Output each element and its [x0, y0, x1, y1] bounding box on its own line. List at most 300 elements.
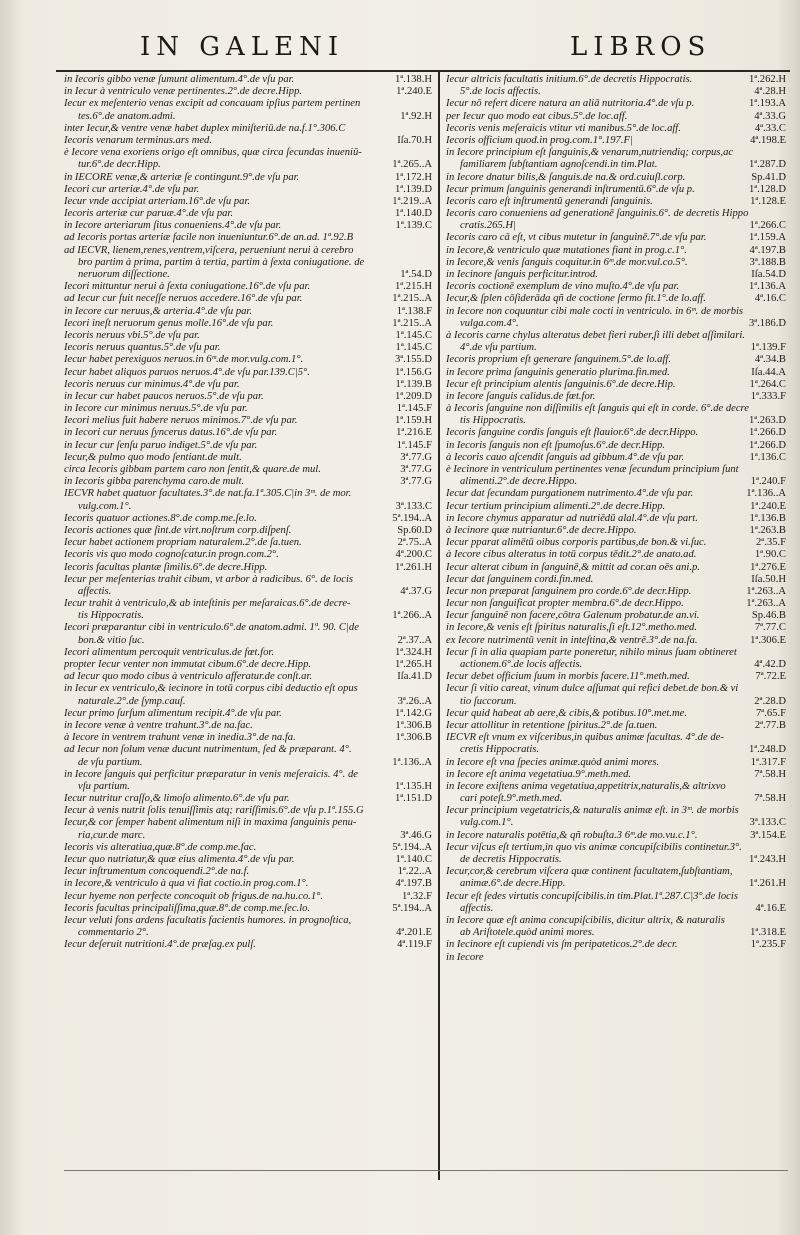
entry-reference: 1ª.145.F — [396, 439, 432, 451]
entry-reference: Iſa.41.D — [397, 671, 432, 683]
entry-reference: 1ª.140.C — [395, 854, 432, 865]
entry-text: in Iecore,& ventriculo à qua vi fiat coctio.in prog.com.1°. — [64, 878, 309, 890]
entry-text: Iecur trahit à ventriculo,& ab inteſtinis per meſaraicas.6°.de decre- — [64, 598, 351, 610]
entry-reference: 2ª.77.B — [754, 719, 786, 731]
entry-reference: 4ª.42.D — [754, 659, 786, 670]
entry-reference: 5ª.194..A — [392, 902, 432, 914]
index-entry — [64, 184, 434, 196]
index-entry — [64, 842, 434, 854]
index-entry — [64, 391, 434, 403]
entry-reference: 3ª.26..A — [397, 695, 432, 707]
index-entry — [64, 830, 434, 842]
index-entry — [64, 732, 434, 744]
index-entry — [446, 184, 788, 196]
entry-reference: 3ª.155.D — [394, 354, 432, 366]
index-entry — [446, 147, 788, 159]
index-entry — [446, 696, 788, 708]
entry-text: Iecoris venarum terminus.ars med. — [64, 134, 212, 146]
entry-text: Iecur nō refert dicere natura an aliā nutritoria.4°.de vſu p. — [446, 98, 695, 110]
entry-text: Iecur nutritur craſſo,& limoſo alimento.6°.de vſu par. — [64, 793, 290, 805]
index-entry — [446, 757, 788, 769]
entry-reference: 1ª.215..A — [392, 317, 432, 329]
index-entry — [446, 830, 788, 842]
index-entry — [446, 574, 788, 586]
index-entry — [64, 269, 434, 281]
entry-text: in Iecore,& venis ſanguis coquitur.in 6ᵐ.de mor.vul.co.5°. — [446, 256, 688, 268]
entry-reference: 7ª.72.E — [755, 671, 786, 683]
entry-text: Iecur inſtrumentum concoquendi.2°.de na.f. — [64, 866, 250, 878]
entry-reference: 2ª.28.D — [754, 695, 786, 707]
entry-reference: 1ª.265.H — [394, 659, 432, 670]
index-entry — [64, 501, 434, 513]
entry-reference: 1ª.240.E — [396, 86, 432, 98]
header-left-title: IN GALENI — [140, 32, 345, 62]
entry-text: vulga.com.4°. — [460, 317, 519, 329]
index-entry — [64, 293, 434, 305]
entry-text: ad Iecur cur fuit neceſſe neruos accedere.16°.de vſu par. — [64, 293, 303, 305]
index-entry — [446, 306, 788, 318]
entry-text: in Iecori cur neruus ſyncerus datus.16°.de vſu par. — [64, 427, 278, 439]
entry-text: Iecur attollitur in retentione ſpiritus.2°.de ſa.tuen. — [446, 719, 658, 731]
entry-text: in Iecore cur neruus,& arteria.4°.de vſu par. — [64, 305, 253, 317]
entry-text: bon.& vitio ſuc. — [78, 634, 145, 646]
entry-text: Iecoris arteriæ cur paruæ.4°.de vſu par. — [64, 208, 234, 220]
entry-text: in Iecore non coquuntur cibi male cocti in ventriculo. in 6ᵐ. de morbis — [446, 305, 744, 317]
entry-text: per Iecur quo modo eat cibus.5°.de loc.aff. — [446, 110, 628, 122]
entry-text: Iecoris quatuor actiones.8°.de comp.me.ſe.lo. — [64, 512, 257, 524]
entry-text: in Iecore prima ſanguinis generatio plurima.fin.med. — [446, 366, 670, 378]
index-entry — [64, 488, 434, 500]
entry-reference: 2ª.35.F — [755, 537, 786, 549]
index-entry — [446, 196, 788, 208]
entry-text: Iecur viſcus eſt tertium,in quo vis animæ concupiſcibilis continetur.3°. — [446, 841, 742, 853]
index-entry — [446, 232, 788, 244]
index-entry — [446, 744, 788, 756]
index-entry — [446, 476, 788, 488]
index-entry — [446, 415, 788, 427]
index-entry — [446, 501, 788, 513]
entry-reference: 1ª.215.H — [394, 281, 432, 293]
entry-text: naturale.2°.de ſymp.cauſ. — [78, 695, 186, 707]
index-entry — [446, 866, 788, 878]
index-entry — [446, 98, 788, 110]
running-header — [60, 30, 790, 70]
index-entry — [64, 427, 434, 439]
entry-text: Iecori cur arteriæ.4°.de vſu par. — [64, 183, 200, 195]
entry-reference: 4ª.34.B — [754, 354, 786, 366]
entry-reference: 1ª.306.B — [395, 732, 432, 744]
index-entry — [446, 647, 788, 659]
entry-reference: 1ª.215..A — [392, 293, 432, 305]
entry-text: è Iecinore in ventriculum pertinentes venæ ſecundum principium ſunt — [446, 464, 739, 475]
index-entry — [446, 342, 788, 354]
entry-text: ex Iecore nutrimentū venit in inteſtina,& ventrē.3°.de na.fa. — [446, 634, 698, 646]
entry-text: in Iecore venæ à ventre trahunt.3°.de na.fac. — [64, 719, 253, 731]
entry-text: Iecoris coctionē exemplum de vino muſto.4°.de vſu par. — [446, 281, 680, 293]
entry-reference: 1ª.318.E — [750, 927, 786, 939]
index-entry — [446, 817, 788, 829]
entry-text: Iecur eſt ſedes virtutis concupiſcibilis.in tim.Plat.1ª.287.C|3°.de locis — [446, 890, 738, 902]
index-entry — [446, 659, 788, 671]
entry-text: tur.6°.de decr.Hipp. — [78, 159, 161, 171]
entry-reference: 5ª.194..A — [392, 841, 432, 853]
index-entry — [446, 245, 788, 257]
entry-reference: 7ª.77.C — [754, 622, 786, 634]
entry-text: de decretis Hippocratis. — [460, 854, 562, 865]
index-entry — [64, 208, 434, 220]
entry-reference: 1ª.263..A — [746, 585, 786, 597]
entry-reference: 1ª.145.C — [395, 342, 432, 354]
entry-text: in Iecoris gibbo venæ ſumunt alimentum.4°.de vſu par. — [64, 74, 295, 85]
entry-text: Iecur quo nutriatur,& quæ eius alimenta.4°.de vſu par. — [64, 854, 295, 865]
index-entry — [64, 878, 434, 890]
entry-reference: 1ª.219..A — [392, 195, 432, 207]
entry-text: Iecur ſanguinē non facere,cōtra Galenum probatur.de an.vi. — [446, 610, 700, 622]
entry-text: alimenti.2°.de decre.Hippo. — [460, 476, 578, 488]
index-entry — [446, 440, 788, 452]
entry-reference: 1ª.306.E — [750, 634, 786, 646]
entry-text: Iecur habet perexiguos neruos.in 6ᵐ.de mor.vulg.com.1°. — [64, 354, 304, 366]
entry-reference: 1ª.287.D — [748, 159, 786, 171]
index-entry — [446, 891, 788, 903]
entry-reference: 1ª.92.H — [400, 110, 432, 122]
entry-text: in Iecore eſt vna ſpecies animæ.quòd animi mores. — [446, 756, 660, 768]
index-entry — [446, 367, 788, 379]
entry-text: ab Ariſtotele.quòd animi mores. — [460, 927, 595, 939]
index-entry — [446, 878, 788, 890]
entry-reference: 4ª.119.F — [397, 939, 432, 951]
entry-reference: 1ª.243.H — [748, 854, 786, 865]
entry-reference: 1ª.142.G — [394, 707, 432, 719]
entry-reference: 1ª.261.H — [748, 878, 786, 890]
index-entry — [64, 708, 434, 720]
entry-reference: 1ª.159.H — [394, 415, 432, 427]
entry-reference: 3ª.46.G — [400, 829, 432, 841]
index-entry — [446, 111, 788, 123]
index-entry — [64, 440, 434, 452]
entry-text: in Iecinore ſanguis perficitur.introd. — [446, 269, 598, 280]
entry-text: ria,cur.de marc. — [78, 829, 146, 841]
index-entry — [446, 354, 788, 366]
entry-text: familiarem ſubſtantiam agnoſcendi.in tim.Plat. — [460, 159, 658, 171]
entry-reference: 1ª.139.F — [750, 342, 786, 354]
index-entry — [446, 427, 788, 439]
entry-reference: 1ª.266.D — [748, 427, 786, 439]
entry-text: 4°.de vſu partium. — [460, 342, 537, 354]
entry-reference: 1ª.136..A — [392, 756, 432, 768]
right-index-column — [446, 74, 788, 964]
index-entry — [64, 622, 434, 634]
entry-text: tes.6°.de anatom.admi. — [78, 110, 176, 122]
bottom-rule — [64, 1170, 788, 1171]
entry-text: affectis. — [460, 902, 494, 914]
entry-reference: 4ª.33.G — [754, 110, 786, 122]
index-entry — [64, 854, 434, 866]
entry-reference: 1ª.22..A — [397, 866, 432, 878]
index-entry — [64, 549, 434, 561]
index-entry — [64, 659, 434, 671]
entry-text: in Iecore quæ eſt anima concupiſcibilis, dicitur altrix, & naturalis — [446, 914, 725, 926]
entry-text: Iecur deſeruit nutritioni.4°.de præſag.ex pulſ. — [64, 939, 256, 951]
entry-reference: 1ª.135.H — [394, 780, 432, 792]
entry-reference: 2ª.75..A — [397, 537, 432, 549]
index-entry — [64, 817, 434, 829]
index-entry — [64, 793, 434, 805]
entry-text: Iecori præparantur cibi in ventriculo.6°.de anatom.admi. 1ª. 90. C|de — [64, 622, 359, 634]
entry-text: in Iecur à ventriculo venæ pertinentes.2°.de decre.Hipp. — [64, 86, 303, 98]
entry-reference: 1ª.263..A — [746, 598, 786, 610]
entry-reference: Sp.46.B — [751, 610, 786, 622]
index-entry — [64, 671, 434, 683]
index-entry — [64, 927, 434, 939]
entry-text: cari poteſt.9°.meth.med. — [460, 793, 563, 805]
index-entry — [64, 196, 434, 208]
header-right-title: LIBROS — [570, 32, 712, 62]
index-entry — [64, 610, 434, 622]
entry-text: in Iecore — [446, 951, 484, 963]
entry-reference: Iſa.44.A — [751, 366, 786, 378]
entry-text: à Iecore cibus alteratus in totū corpus tēdit.2°.de anato.ad. — [446, 549, 697, 561]
entry-text: Iecur dat ſecundam purgationem nutrimento.4°.de vſu par. — [446, 488, 694, 500]
index-entry — [446, 269, 788, 281]
entry-text: in Iecoris ſanguis non eſt ſpumoſus.6°.de decr.Hipp. — [446, 439, 666, 451]
entry-text: Iecur,& cor ſemper habent alimentum niſi in maxima ſanguinis penu- — [64, 817, 357, 829]
entry-text: Iecoris venis meſeraicis vtitur vti manibus.5°.de loc.aff. — [446, 122, 681, 134]
entry-text: Iecori melius fuit habere neruos minimos.7°.de vſu par. — [64, 415, 298, 427]
entry-reference: 1ª.263.B — [749, 524, 786, 536]
entry-text: Iecur non præparat ſanguinem pro corde.6°.de decr.Hipp. — [446, 585, 692, 597]
entry-text: Iecur alterat cibum in ſanguinē,& mittit ad cor.an oēs ani.p. — [446, 561, 700, 573]
index-entry — [446, 208, 788, 220]
index-entry — [446, 842, 788, 854]
entry-reference: 1ª.128.E — [750, 195, 786, 207]
index-entry — [64, 696, 434, 708]
entry-text: Iecur,cor,& cerebrum viſcera quæ continent facultatem,ſubſtantiam, — [446, 866, 733, 878]
entry-reference: 4ª.37.G — [400, 585, 432, 597]
index-entry — [446, 854, 788, 866]
index-entry — [446, 452, 788, 464]
entry-reference: 1ª.145.F — [396, 403, 432, 415]
index-entry — [64, 379, 434, 391]
entry-text: Iecoris vis alteratiua,quæ.8°.de comp.me.fac. — [64, 841, 257, 853]
index-entry — [446, 86, 788, 98]
entry-text: Iecur principium vegetatricis,& naturalis animæ eſt. in 3ᵐ. de morbis — [446, 805, 739, 817]
index-entry — [64, 744, 434, 756]
entry-text: à Iecoris carne chylus alteratus debet fieri ruber,ſi illi debet aſſimilari. — [446, 329, 745, 341]
entry-text: à Iecinore quæ nutriantur.6°.de decre.Hippo. — [446, 524, 637, 536]
entry-reference: 1ª.136.B — [749, 512, 786, 524]
index-entry — [446, 488, 788, 500]
entry-reference: 3ª.186.D — [748, 317, 786, 329]
entry-text: Iecoris ſanguine cordis ſanguis eſt flauior.6°.de decr.Hippo. — [446, 427, 699, 439]
entry-reference: 4ª.200.C — [395, 549, 432, 561]
entry-reference: 1ª.156.G — [394, 366, 432, 378]
entry-reference: 1ª.264.C — [749, 378, 786, 390]
index-entry — [64, 805, 434, 817]
entry-reference: 1ª.128.D — [748, 183, 786, 195]
entry-text: Iecur ſi in alia quapiam parte poneretur, nihilo minus ſuam obtineret — [446, 646, 737, 658]
entry-text: Iecur hyeme non perfecte concoquit ob frigus.de na.hu.co.1°. — [64, 890, 324, 902]
entry-text: à Iecoris cauo aſcendit ſanguis ad gibbum.4°.de vſu par. — [446, 451, 685, 463]
index-entry — [64, 257, 434, 269]
entry-reference: 1ª.235.F — [750, 939, 786, 951]
index-entry — [446, 123, 788, 135]
index-entry — [446, 927, 788, 939]
entry-text: in Iecore naturalis potētia,& qñ robuſta.3 6ᵐ.de mo.vu.c.1°. — [446, 829, 698, 841]
entry-text: Iecoris neruus quantus.5°.de vſu par. — [64, 342, 221, 354]
entry-reference: 1ª.265..A — [392, 159, 432, 171]
entry-text: in Iecur cur ſenſu paruo indiget.5°.de vſu par. — [64, 439, 258, 451]
index-entry — [446, 562, 788, 574]
index-entry — [446, 257, 788, 269]
entry-text: tis Hippocratis. — [78, 610, 144, 622]
entry-text: Iecoris caro conueniens ad generationē ſanguinis.6°. de decretis Hippo — [446, 208, 749, 220]
index-entry — [64, 781, 434, 793]
entry-reference: 4ª.201.E — [396, 927, 432, 939]
entry-text: Iecoris neruus cur minimus.4°.de vſu par. — [64, 378, 240, 390]
entry-reference: 1ª.262.H — [748, 74, 786, 85]
entry-reference: 1ª.240.E — [750, 500, 786, 512]
index-entry — [446, 549, 788, 561]
entry-reference: 1ª.159.A — [748, 232, 786, 244]
index-entry — [64, 891, 434, 903]
entry-text: Iecoris officium quod.in prog.com.1°.197.F| — [446, 134, 633, 146]
entry-reference: 1ª.317.F — [750, 756, 786, 768]
entry-text: in IECORE venæ,& arteriæ ſe contingunt.9°.de vſu par. — [64, 171, 300, 183]
entry-text: Iecur quid habeat ab aere,& cibis,& potibus.10°.met.me. — [446, 707, 687, 719]
index-entry — [446, 330, 788, 342]
entry-reference: 3ª.133.C — [749, 817, 786, 829]
index-entry — [446, 903, 788, 915]
entry-text: in Iecore ſanguis qui perficitur præparatur in venis meſeraicis. 4°. de — [64, 768, 358, 780]
entry-text: in Iecoris gibba parenchyma caro.de mult. — [64, 476, 245, 488]
entry-text: ad Iecoris portas arteriæ facile non inueniuntur.6°.de an.ad. 1ª.92.B — [64, 232, 354, 244]
entry-text: Iecur ſi vitio careat, vinum dulce aſſumat qui refici debet.de bon.& vi — [446, 683, 739, 695]
entry-reference: 4ª.16.E — [755, 902, 786, 914]
entry-reference: 1ª.306.B — [395, 719, 432, 731]
index-entry — [446, 293, 788, 305]
entry-text: Iecur tertium principium alimenti.2°.de decre.Hipp. — [446, 500, 666, 512]
entry-text: Iecur vnde accipiat arteriam.16°.de vſu par. — [64, 195, 251, 207]
index-entry — [446, 598, 788, 610]
entry-text: in Iecore eſt anima vegetatiua.9°.meth.med. — [446, 768, 632, 780]
index-entry — [446, 915, 788, 927]
entry-text: Iecoris caro cā eſt, vt cibus mutetur in ſanguinē.7°.de vſu par. — [446, 232, 707, 244]
index-entry — [64, 464, 434, 476]
index-entry — [446, 220, 788, 232]
entry-text: in Iecore exiſtens anima vegetatiua,appetitrix,naturalis,& altrixvo — [446, 780, 726, 792]
entry-text: Iecur veluti fons ardens facultatis facientis humores. in prognoſtica, — [64, 914, 352, 926]
entry-text: in Iecore,& ventriculo quæ mutationes fiant in prog.c.1°. — [446, 244, 687, 256]
index-entry — [446, 952, 788, 964]
index-entry — [446, 379, 788, 391]
index-entry — [64, 403, 434, 415]
entry-text: Iecoris caro eſt inſtrumentū generandi ſanguinis. — [446, 195, 653, 207]
entry-reference: 4ª.198.E — [750, 134, 786, 146]
index-entry — [64, 452, 434, 464]
entry-text: Iecori alimentum percoquit ventriculus.de fœt.for. — [64, 646, 274, 658]
index-entry — [446, 793, 788, 805]
entry-reference: 1ª.172.H — [394, 171, 432, 183]
entry-text: in Iecore ſanguis calidus.de fœt.for. — [446, 390, 596, 402]
index-entry — [64, 232, 434, 244]
entry-text: vſu partium. — [78, 780, 130, 792]
entry-reference: 1ª.263.D — [748, 415, 786, 427]
entry-reference: 5ª.194..A — [392, 512, 432, 524]
entry-text: Iecur primum ſanguinis generandi inſtrumentū.6°.de vſu p. — [446, 183, 695, 195]
index-entry — [446, 464, 788, 476]
entry-reference: 3ª.77.G — [400, 451, 432, 463]
entry-reference: Sp.41.D — [751, 171, 786, 183]
index-entry — [446, 513, 788, 525]
entry-text: commentario 2°. — [78, 927, 149, 939]
entry-text: vulg.com.1°. — [78, 500, 132, 512]
entry-text: in Iecore,& venis eſt ſpiritus naturalis,ſi eſt.12°.metho.med. — [446, 622, 697, 634]
index-entry — [64, 74, 434, 86]
entry-reference: 1ª.248.D — [748, 744, 786, 756]
index-entry — [64, 306, 434, 318]
entry-text: vulg.com.1°. — [460, 817, 514, 829]
entry-text: Iecur,& ſplen cōſiderāda qñ de coctione ſermo fit.1°.de lo.aff. — [446, 293, 706, 305]
entry-text: Iecur altricis facultatis initium.6°.de decretis Hippocratis. — [446, 74, 693, 85]
entry-text: in Iecore dnatur bilis,& ſanguis.de na.& ord.cuiuſl.corp. — [446, 171, 686, 183]
index-entry — [64, 111, 434, 123]
entry-reference: 1ª.140.D — [394, 208, 432, 220]
entry-text: ad Iecur quo modo cibus à ventriculo afferatur.de conſt.ar. — [64, 671, 313, 683]
index-entry — [64, 342, 434, 354]
entry-reference: 3ª.77.G — [400, 464, 432, 475]
entry-reference: 4ª.33.C — [754, 122, 786, 134]
entry-reference: Iſa.70.H — [397, 134, 432, 146]
index-entry — [446, 781, 788, 793]
entry-reference: 7ª.58.H — [754, 768, 786, 780]
index-entry — [446, 610, 788, 622]
index-entry — [64, 537, 434, 549]
index-entry — [64, 586, 434, 598]
index-entry — [64, 598, 434, 610]
entry-reference: 1ª.54.D — [400, 269, 432, 280]
index-entry — [64, 525, 434, 537]
entry-text: tis Hippocratis. — [460, 415, 526, 427]
index-entry — [64, 135, 434, 147]
index-entry — [64, 939, 434, 951]
entry-reference: 4ª.197.B — [749, 244, 786, 256]
entry-reference: Iſa.54.D — [751, 269, 786, 280]
entry-reference: 1ª.138.F — [396, 305, 432, 317]
entry-text: è Iecore vena exoriens origo eſt omnibus, quæ circa ſecundas inueniū- — [64, 147, 362, 159]
entry-text: Iecori mittuntur nerui à ſexta coniugatione.16°.de vſu par. — [64, 281, 311, 293]
entry-reference: 1ª.151.D — [394, 793, 432, 805]
index-entry — [64, 415, 434, 427]
entry-reference: 3ª.133.C — [395, 500, 432, 512]
index-entry — [64, 220, 434, 232]
entry-text: de vſu partium. — [78, 756, 143, 768]
entry-reference: 1ª.139.B — [395, 378, 432, 390]
index-entry — [64, 367, 434, 379]
index-entry — [64, 159, 434, 171]
index-entry — [446, 732, 788, 744]
entry-reference: 1ª.209.D — [394, 390, 432, 402]
entry-text: Iecur eſt principium alentis ſanguinis.6°.de decre.Hip. — [446, 378, 676, 390]
index-entry — [64, 647, 434, 659]
index-entry — [446, 586, 788, 598]
entry-reference: 3ª.154.E — [750, 829, 786, 841]
entry-reference: 1ª.138.H — [394, 74, 432, 85]
entry-text: Iecur non ſanguificat propter membra.6°.de decr.Hippo. — [446, 598, 684, 610]
index-entry — [64, 757, 434, 769]
index-entry — [64, 318, 434, 330]
index-entry — [64, 281, 434, 293]
